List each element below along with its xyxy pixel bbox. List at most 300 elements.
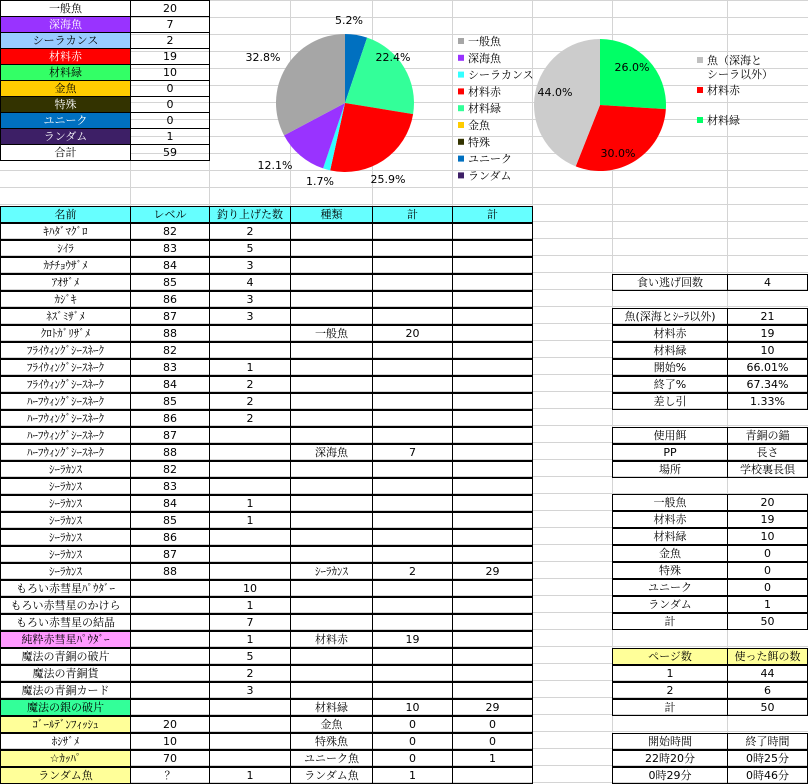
table-cell[interactable] — [452, 257, 533, 274]
table-cell[interactable] — [372, 529, 453, 546]
table-cell[interactable] — [209, 750, 291, 767]
table-cell[interactable] — [209, 716, 291, 733]
table-cell[interactable]: ｶｼﾞｷ — [0, 291, 131, 308]
table-cell[interactable]: 1 — [372, 767, 453, 784]
table-cell[interactable] — [209, 461, 291, 478]
table-cell[interactable]: ランダム魚 — [0, 767, 131, 784]
legend-label: 材料緑 — [707, 114, 740, 127]
table-cell[interactable]: 84 — [130, 495, 210, 512]
table-cell[interactable] — [452, 223, 533, 240]
equip-label[interactable]: 使用餌 — [612, 427, 728, 444]
legend-swatch — [458, 72, 464, 78]
pie-pct-label: 32.8% — [245, 51, 281, 64]
table-cell[interactable] — [290, 257, 373, 274]
table-cell[interactable] — [372, 359, 453, 376]
table-cell[interactable]: 2 — [209, 393, 291, 410]
equip-value[interactable]: 青銅の錨 — [727, 427, 808, 444]
count-label[interactable]: ランダム — [612, 596, 728, 613]
table-header[interactable]: 計 — [372, 206, 453, 223]
table-cell[interactable]: 0 — [452, 716, 533, 733]
pages-cell[interactable]: 2 — [612, 682, 728, 699]
table-cell[interactable] — [452, 376, 533, 393]
table-cell[interactable] — [452, 546, 533, 563]
table-cell[interactable] — [372, 410, 453, 427]
table-cell[interactable]: ﾊｰﾌｳｨﾝｸﾞｼｰｽﾈｰｸ — [0, 444, 131, 461]
stat-value[interactable]: 66.01% — [727, 359, 808, 376]
table-cell[interactable]: ﾈｽﾞﾐｻﾞﾒ — [0, 308, 131, 325]
table-cell[interactable]: 5 — [209, 240, 291, 257]
table-cell[interactable]: 魔法の銀の破片 — [0, 699, 131, 716]
count-value[interactable]: 0 — [727, 579, 808, 596]
table-cell[interactable] — [452, 342, 533, 359]
table-cell[interactable]: 1 — [209, 767, 291, 784]
table-cell[interactable] — [452, 648, 533, 665]
table-cell[interactable]: もろい赤彗星ﾊﾟｳﾀﾞｰ — [0, 580, 131, 597]
table-cell[interactable]: 70 — [130, 750, 210, 767]
table-cell[interactable]: 1 — [209, 597, 291, 614]
summary-value[interactable]: 2 — [130, 32, 210, 49]
table-cell[interactable] — [130, 665, 210, 682]
table-cell[interactable] — [372, 240, 453, 257]
table-cell[interactable]: ｼｰﾗｶﾝｽ — [0, 478, 131, 495]
table-cell[interactable]: 2 — [209, 665, 291, 682]
pages-header[interactable]: 使った餌の数 — [727, 648, 808, 665]
summary-value[interactable]: 19 — [130, 48, 210, 65]
table-cell[interactable]: 5 — [209, 648, 291, 665]
table-cell[interactable] — [290, 427, 373, 444]
legend-label: 魚（深海と — [707, 54, 762, 67]
summary-value[interactable]: 7 — [130, 16, 210, 33]
table-cell[interactable]: 一般魚 — [290, 325, 373, 342]
table-cell[interactable]: 4 — [209, 274, 291, 291]
table-cell[interactable]: 1 — [209, 631, 291, 648]
table-cell[interactable]: 純粋赤彗星ﾊﾟｳﾀﾞｰ — [0, 631, 131, 648]
stat-label[interactable]: 材料緑 — [612, 342, 728, 359]
table-cell[interactable] — [209, 478, 291, 495]
table-cell[interactable] — [372, 614, 453, 631]
table-cell[interactable]: ｶﾁﾁｮｳｻﾞﾒ — [0, 257, 131, 274]
table-cell[interactable] — [290, 665, 373, 682]
legend-swatch — [458, 105, 464, 111]
table-cell[interactable] — [452, 512, 533, 529]
table-cell[interactable] — [130, 614, 210, 631]
table-cell[interactable]: 0 — [372, 733, 453, 750]
count-label[interactable]: 計 — [612, 613, 728, 630]
time-header[interactable]: 終了時間 — [727, 733, 808, 750]
table-cell[interactable]: 86 — [130, 410, 210, 427]
stat-label[interactable]: 開始% — [612, 359, 728, 376]
table-cell[interactable]: 2 — [209, 376, 291, 393]
count-label[interactable]: 材料緑 — [612, 528, 728, 545]
table-cell[interactable]: 10 — [209, 580, 291, 597]
legend-swatch — [697, 117, 703, 123]
table-header[interactable]: 種類 — [290, 206, 373, 223]
count-value[interactable]: 0 — [727, 562, 808, 579]
table-cell[interactable] — [209, 325, 291, 342]
table-cell[interactable] — [209, 342, 291, 359]
table-cell[interactable]: ☆ｶｯﾊﾟ — [0, 750, 131, 767]
table-cell[interactable] — [452, 597, 533, 614]
table-cell[interactable]: もろい赤彗星の結晶 — [0, 614, 131, 631]
table-cell[interactable] — [130, 597, 210, 614]
summary-label[interactable]: 深海魚 — [0, 16, 131, 33]
pie-pct-label: 44.0% — [537, 86, 573, 99]
legend-label: 金魚 — [468, 119, 490, 132]
table-cell[interactable]: 1 — [209, 359, 291, 376]
table-cell[interactable]: 20 — [372, 325, 453, 342]
table-cell[interactable] — [452, 444, 533, 461]
table-cell[interactable] — [452, 767, 533, 784]
table-cell[interactable] — [130, 631, 210, 648]
table-cell[interactable] — [452, 529, 533, 546]
table-cell[interactable] — [452, 682, 533, 699]
table-cell[interactable]: 魔法の青銅貨 — [0, 665, 131, 682]
table-cell[interactable] — [372, 393, 453, 410]
table-cell[interactable]: 10 — [372, 699, 453, 716]
table-cell[interactable] — [452, 614, 533, 631]
table-cell[interactable] — [372, 376, 453, 393]
summary-label[interactable]: 金魚 — [0, 80, 131, 97]
legend-label: ユニーク — [468, 152, 512, 166]
table-cell[interactable] — [209, 733, 291, 750]
table-cell[interactable]: 材料赤 — [290, 631, 373, 648]
legend-label-line2: シーラ以外） — [707, 68, 773, 81]
table-cell[interactable] — [130, 648, 210, 665]
legend-label: 一般魚 — [468, 35, 501, 48]
table-cell[interactable]: 86 — [130, 529, 210, 546]
table-cell[interactable]: ｼｰﾗｶﾝｽ — [290, 563, 373, 580]
table-cell[interactable]: ｼｰﾗｶﾝｽ — [0, 512, 131, 529]
table-cell[interactable] — [290, 291, 373, 308]
table-cell[interactable] — [372, 648, 453, 665]
table-cell[interactable]: ｼｰﾗｶﾝｽ — [0, 495, 131, 512]
table-cell[interactable]: ｼｰﾗｶﾝｽ — [0, 529, 131, 546]
summary-label[interactable]: ユニーク — [0, 112, 131, 129]
table-cell[interactable]: 83 — [130, 240, 210, 257]
table-cell[interactable]: ﾊｰﾌｳｨﾝｸﾞｼｰｽﾈｰｸ — [0, 410, 131, 427]
table-cell[interactable] — [452, 410, 533, 427]
summary-value[interactable]: 59 — [130, 144, 210, 161]
table-header[interactable]: レベル — [130, 206, 210, 223]
table-cell[interactable] — [372, 342, 453, 359]
table-cell[interactable]: 1 — [209, 512, 291, 529]
table-cell[interactable] — [452, 580, 533, 597]
stat-label[interactable]: 差し引 — [612, 393, 728, 410]
table-cell[interactable] — [290, 529, 373, 546]
table-cell[interactable]: 7 — [209, 614, 291, 631]
stat-label[interactable]: 材料赤 — [612, 325, 728, 342]
pages-cell[interactable]: 計 — [612, 699, 728, 716]
summary-label[interactable]: シーラカンス — [0, 32, 131, 49]
summary-value[interactable]: 0 — [130, 80, 210, 97]
stat-value[interactable]: 19 — [727, 325, 808, 342]
table-cell[interactable]: ﾌﾗｲｳｨﾝｸﾞｼｰｽﾈｰｸ — [0, 359, 131, 376]
stat-label[interactable]: 魚(深海とｼｰﾗ以外) — [612, 308, 728, 325]
time-cell[interactable]: 0時29分 — [612, 767, 728, 784]
table-cell[interactable] — [452, 665, 533, 682]
count-label[interactable]: 特殊 — [612, 562, 728, 579]
count-value[interactable]: 19 — [727, 511, 808, 528]
table-cell[interactable] — [290, 342, 373, 359]
table-cell[interactable]: 86 — [130, 291, 210, 308]
pie-pct-label: 1.7% — [306, 175, 334, 188]
escape-value[interactable]: 4 — [727, 274, 808, 291]
table-cell[interactable] — [209, 444, 291, 461]
equip-label[interactable]: 場所 — [612, 461, 728, 478]
table-cell[interactable] — [452, 325, 533, 342]
legend-label: 特殊 — [468, 135, 490, 149]
table-cell[interactable] — [372, 308, 453, 325]
summary-value[interactable]: 0 — [130, 112, 210, 129]
table-cell[interactable]: 0 — [372, 716, 453, 733]
legend-swatch — [458, 38, 464, 44]
table-cell[interactable] — [372, 546, 453, 563]
table-cell[interactable] — [290, 614, 373, 631]
table-cell[interactable]: ？ — [130, 767, 210, 784]
table-cell[interactable] — [372, 597, 453, 614]
table-cell[interactable]: ﾌﾗｲｳｨﾝｸﾞｼｰｽﾈｰｸ — [0, 376, 131, 393]
table-cell[interactable] — [209, 529, 291, 546]
table-cell[interactable]: ｼｰﾗｶﾝｽ — [0, 546, 131, 563]
table-cell[interactable] — [209, 563, 291, 580]
table-cell[interactable]: 82 — [130, 223, 210, 240]
table-cell[interactable]: 魔法の青銅カード — [0, 682, 131, 699]
table-cell[interactable]: 材料緑 — [290, 699, 373, 716]
table-cell[interactable]: 3 — [209, 291, 291, 308]
equip-label[interactable]: PP — [612, 444, 728, 461]
table-cell[interactable]: 88 — [130, 325, 210, 342]
legend-label: 材料赤 — [707, 84, 740, 97]
pie-pct-label: 26.0% — [614, 61, 650, 74]
count-label[interactable]: 金魚 — [612, 545, 728, 562]
time-header[interactable]: 開始時間 — [612, 733, 728, 750]
table-cell[interactable] — [372, 580, 453, 597]
pages-cell[interactable]: 44 — [727, 665, 808, 682]
table-cell[interactable] — [290, 410, 373, 427]
table-cell[interactable]: 88 — [130, 563, 210, 580]
table-cell[interactable] — [372, 478, 453, 495]
table-cell[interactable]: 88 — [130, 444, 210, 461]
pages-header[interactable]: ページ数 — [612, 648, 728, 665]
table-cell[interactable] — [372, 274, 453, 291]
equip-value[interactable]: 学校裏長倶 — [727, 461, 808, 478]
table-cell[interactable]: ｸﾛﾄｶﾞﾘｻﾞﾒ — [0, 325, 131, 342]
table-cell[interactable]: 3 — [209, 257, 291, 274]
table-cell[interactable] — [372, 512, 453, 529]
count-value[interactable]: 20 — [727, 494, 808, 511]
summary-label[interactable]: 一般魚 — [0, 0, 131, 17]
table-cell[interactable]: 0 — [372, 750, 453, 767]
pie-pct-label: 5.2% — [335, 14, 363, 27]
equip-value[interactable]: 長さ — [727, 444, 808, 461]
stat-value[interactable]: 21 — [727, 308, 808, 325]
time-cell[interactable]: 0時46分 — [727, 767, 808, 784]
time-cell[interactable]: 22時20分 — [612, 750, 728, 767]
pie-pct-label: 30.0% — [600, 147, 636, 160]
pages-cell[interactable]: 6 — [727, 682, 808, 699]
table-cell[interactable] — [290, 495, 373, 512]
table-cell[interactable]: ランダム魚 — [290, 767, 373, 784]
table-cell[interactable] — [452, 478, 533, 495]
pie-pct-label: 25.9% — [370, 173, 406, 186]
table-cell[interactable] — [372, 461, 453, 478]
table-cell[interactable]: 特殊魚 — [290, 733, 373, 750]
table-cell[interactable]: ｺﾞｰﾙﾃﾞﾝﾌｨｯｼｭ — [0, 716, 131, 733]
count-label[interactable]: 一般魚 — [612, 494, 728, 511]
table-cell[interactable]: ﾊｰﾌｳｨﾝｸﾞｼｰｽﾈｰｸ — [0, 393, 131, 410]
table-cell[interactable]: 0 — [452, 733, 533, 750]
table-cell[interactable] — [290, 546, 373, 563]
table-cell[interactable]: 85 — [130, 274, 210, 291]
table-cell[interactable] — [372, 291, 453, 308]
table-cell[interactable]: 深海魚 — [290, 444, 373, 461]
summary-value[interactable]: 1 — [130, 128, 210, 145]
table-cell[interactable] — [130, 580, 210, 597]
escape-label[interactable]: 食い逃げ回数 — [612, 274, 728, 291]
table-cell[interactable] — [290, 308, 373, 325]
table-cell[interactable]: もろい赤彗星のかけら — [0, 597, 131, 614]
table-cell[interactable] — [290, 512, 373, 529]
table-cell[interactable]: 7 — [372, 444, 453, 461]
table-cell[interactable] — [452, 393, 533, 410]
summary-label[interactable]: 材料緑 — [0, 64, 131, 81]
table-cell[interactable]: 2 — [372, 563, 453, 580]
stat-label[interactable]: 終了% — [612, 376, 728, 393]
table-cell[interactable] — [452, 427, 533, 444]
table-cell[interactable]: 魔法の青銅の破片 — [0, 648, 131, 665]
table-cell[interactable]: ﾌﾗｲｳｨﾝｸﾞｼｰｽﾈｰｸ — [0, 342, 131, 359]
table-cell[interactable] — [372, 495, 453, 512]
table-cell[interactable] — [452, 291, 533, 308]
summary-label[interactable]: 特殊 — [0, 96, 131, 113]
table-header[interactable]: 釣り上げた数 — [209, 206, 291, 223]
table-cell[interactable] — [452, 240, 533, 257]
summary-label[interactable]: 材料赤 — [0, 48, 131, 65]
table-cell[interactable]: 29 — [452, 563, 533, 580]
table-cell[interactable]: 2 — [209, 410, 291, 427]
summary-label[interactable]: 合計 — [0, 144, 131, 161]
table-cell[interactable] — [452, 308, 533, 325]
table-cell[interactable]: ｼｰﾗｶﾝｽ — [0, 461, 131, 478]
count-value[interactable]: 50 — [727, 613, 808, 630]
count-value[interactable]: 1 — [727, 596, 808, 613]
table-cell[interactable] — [130, 699, 210, 716]
pie-pct-label: 22.4% — [375, 51, 411, 64]
time-cell[interactable]: 0時25分 — [727, 750, 808, 767]
count-label[interactable]: ユニーク — [612, 579, 728, 596]
table-cell[interactable]: ｼｰﾗｶﾝｽ — [0, 563, 131, 580]
table-cell[interactable] — [290, 274, 373, 291]
table-cell[interactable] — [372, 257, 453, 274]
count-label[interactable]: 材料赤 — [612, 511, 728, 528]
table-cell[interactable] — [290, 223, 373, 240]
table-cell[interactable]: 20 — [130, 716, 210, 733]
table-cell[interactable] — [290, 648, 373, 665]
table-cell[interactable] — [209, 699, 291, 716]
table-cell[interactable]: 87 — [130, 427, 210, 444]
table-cell[interactable] — [290, 597, 373, 614]
summary-label[interactable]: ランダム — [0, 128, 131, 145]
table-cell[interactable]: ﾊｰﾌｳｨﾝｸﾞｼｰｽﾈｰｸ — [0, 427, 131, 444]
table-cell[interactable]: 84 — [130, 257, 210, 274]
summary-value[interactable]: 20 — [130, 0, 210, 17]
table-cell[interactable]: ｷﾊﾀﾞﾏｸﾞﾛ — [0, 223, 131, 240]
legend-label: 材料緑 — [468, 102, 501, 116]
table-cell[interactable]: 85 — [130, 393, 210, 410]
pages-cell[interactable]: 1 — [612, 665, 728, 682]
table-cell[interactable]: 金魚 — [290, 716, 373, 733]
table-cell[interactable] — [290, 580, 373, 597]
stat-value[interactable]: 1.33% — [727, 393, 808, 410]
stat-value[interactable]: 10 — [727, 342, 808, 359]
table-cell[interactable] — [209, 427, 291, 444]
pie-pct-label: 12.1% — [257, 159, 293, 172]
table-cell[interactable] — [290, 393, 373, 410]
count-value[interactable]: 0 — [727, 545, 808, 562]
table-cell[interactable]: ｼｲﾗ — [0, 240, 131, 257]
table-cell[interactable] — [290, 478, 373, 495]
table-cell[interactable]: 3 — [209, 682, 291, 699]
table-cell[interactable] — [372, 427, 453, 444]
table-cell[interactable]: 1 — [209, 495, 291, 512]
table-cell[interactable] — [290, 461, 373, 478]
table-cell[interactable]: 87 — [130, 546, 210, 563]
table-cell[interactable] — [290, 376, 373, 393]
summary-value[interactable]: 10 — [130, 64, 210, 81]
table-cell[interactable]: ユニーク魚 — [290, 750, 373, 767]
table-cell[interactable] — [130, 682, 210, 699]
table-cell[interactable]: ｱｵｻﾞﾒ — [0, 274, 131, 291]
table-cell[interactable] — [290, 240, 373, 257]
table-cell[interactable]: 85 — [130, 512, 210, 529]
legend-label: 材料赤 — [468, 85, 501, 99]
table-cell[interactable] — [372, 665, 453, 682]
table-cell[interactable] — [372, 682, 453, 699]
table-cell[interactable] — [372, 223, 453, 240]
table-cell[interactable] — [290, 359, 373, 376]
table-cell[interactable] — [290, 682, 373, 699]
table-cell[interactable]: ﾎｼｻﾞﾒ — [0, 733, 131, 750]
table-cell[interactable]: 87 — [130, 308, 210, 325]
table-cell[interactable]: 2 — [209, 223, 291, 240]
table-cell[interactable]: 19 — [372, 631, 453, 648]
table-header[interactable]: 名前 — [0, 206, 131, 223]
table-cell[interactable]: 82 — [130, 342, 210, 359]
table-cell[interactable] — [452, 495, 533, 512]
legend-swatch — [458, 88, 464, 94]
table-cell[interactable]: 3 — [209, 308, 291, 325]
table-cell[interactable] — [452, 359, 533, 376]
table-cell[interactable] — [452, 274, 533, 291]
table-cell[interactable] — [452, 631, 533, 648]
table-cell[interactable]: 82 — [130, 461, 210, 478]
table-header[interactable]: 計 — [452, 206, 533, 223]
table-cell[interactable]: 1 — [452, 750, 533, 767]
stat-value[interactable]: 67.34% — [727, 376, 808, 393]
pages-cell[interactable]: 50 — [727, 699, 808, 716]
legend-swatch — [458, 172, 464, 178]
table-cell[interactable]: 29 — [452, 699, 533, 716]
table-cell[interactable]: 10 — [130, 733, 210, 750]
count-value[interactable]: 10 — [727, 528, 808, 545]
summary-value[interactable]: 0 — [130, 96, 210, 113]
table-cell[interactable] — [209, 546, 291, 563]
table-cell[interactable] — [452, 461, 533, 478]
table-cell[interactable]: 83 — [130, 359, 210, 376]
table-cell[interactable]: 83 — [130, 478, 210, 495]
legend-swatch — [458, 55, 464, 61]
table-cell[interactable]: 84 — [130, 376, 210, 393]
